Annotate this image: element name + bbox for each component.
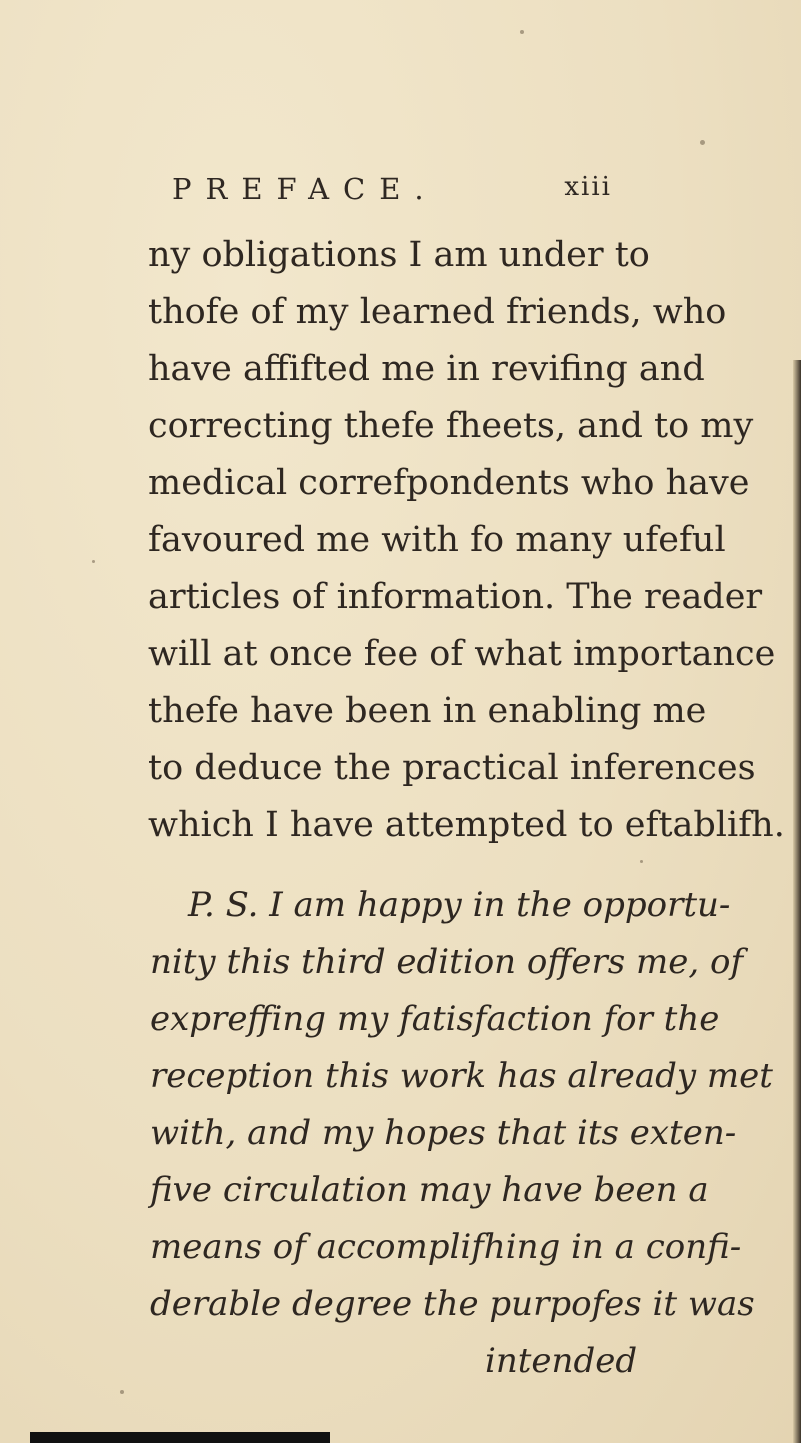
- bottom-edge-mark: [30, 1432, 330, 1443]
- postscript-line: reception this work has already met: [150, 1056, 773, 1096]
- text-line: which I have attempted to eftablifh.: [148, 805, 785, 845]
- paper-speck: [700, 140, 705, 145]
- text-line: thefe have been in enabling me: [148, 691, 707, 731]
- page-number: xiii: [564, 172, 612, 202]
- page-edge-shadow: [793, 360, 801, 1443]
- postscript-line: nity this third edition offers me, of: [150, 942, 744, 982]
- page-header: [172, 172, 612, 212]
- paper-speck: [92, 560, 95, 563]
- text-line: to deduce the practical inferences: [148, 748, 756, 788]
- postscript-line: P. S. I am happy in the opportu-: [188, 885, 731, 925]
- postscript-line: intended: [485, 1341, 638, 1381]
- text-line: favoured me with fo many ufeful: [148, 520, 726, 560]
- postscript-line: expreffing my fatisfaction for the: [150, 999, 720, 1039]
- text-line: thofe of my learned friends, who: [148, 292, 727, 332]
- postscript-line: five circulation may have been a: [150, 1170, 709, 1210]
- paper-speck: [640, 860, 643, 863]
- paper-speck: [120, 1390, 124, 1394]
- running-title: PREFACE.: [172, 172, 438, 206]
- text-line: ny obligations I am under to: [148, 235, 650, 275]
- text-line: articles of information. The reader: [148, 577, 763, 617]
- text-line: medical correfpondents who have: [148, 463, 750, 503]
- text-line: have affifted me in revifing and: [148, 349, 705, 389]
- postscript-line: with, and my hopes that its exten-: [150, 1113, 737, 1153]
- text-line: will at once fee of what importance: [148, 634, 776, 674]
- paper-speck: [520, 30, 524, 34]
- postscript-line: means of accomplifhing in a confi-: [150, 1227, 742, 1267]
- postscript-line: derable degree the purpofes it was: [150, 1284, 755, 1324]
- text-line: correcting thefe fheets, and to my: [148, 406, 754, 446]
